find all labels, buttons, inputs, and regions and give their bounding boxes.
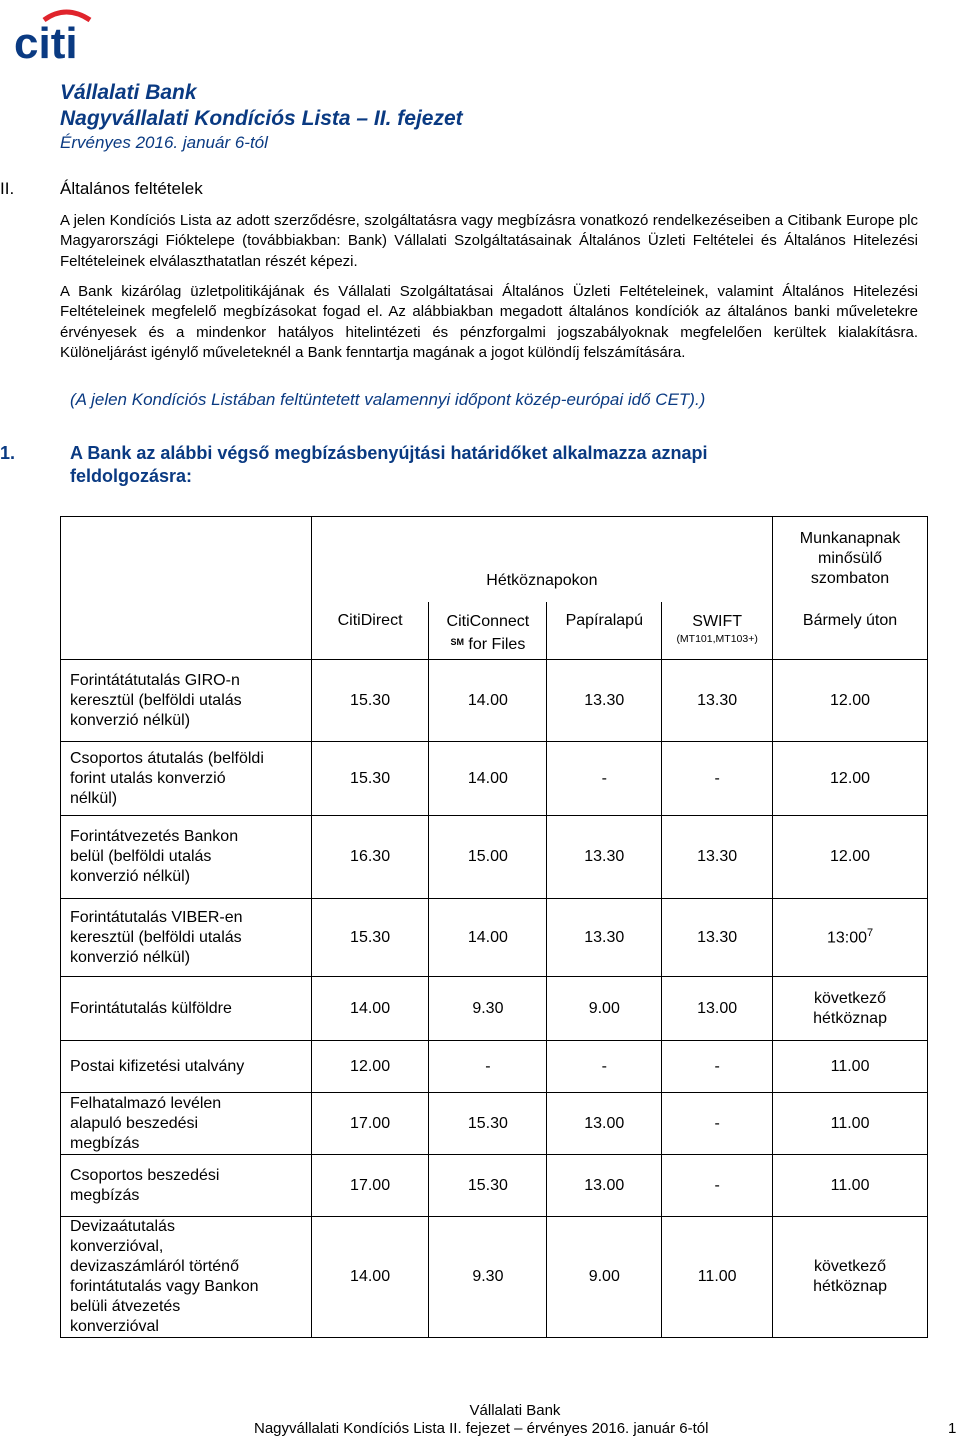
row-value-text: 11.00 bbox=[830, 1057, 870, 1075]
row-value bbox=[429, 1217, 547, 1338]
row-value-text: 13.30 bbox=[697, 928, 738, 946]
row-value-text: 13.00 bbox=[584, 1176, 625, 1194]
section-title: Általános feltételek bbox=[60, 179, 203, 198]
row-value bbox=[662, 1093, 773, 1155]
row-value bbox=[429, 977, 547, 1041]
col-citidirect bbox=[311, 602, 429, 660]
row-value-text: 13.00 bbox=[584, 1114, 625, 1132]
row-label: Forintátvezetés Bankon belül (belföldi utalás konverzió nélkül) bbox=[61, 816, 312, 899]
row-value-text: - bbox=[485, 1057, 491, 1075]
row-value-text: 13.30 bbox=[584, 848, 625, 865]
row-value-text: 14.00 bbox=[467, 691, 508, 709]
row-value bbox=[773, 660, 928, 742]
col-citidirect-label: CitiDirect bbox=[337, 611, 403, 629]
row-value bbox=[311, 1093, 429, 1155]
row-value bbox=[547, 977, 662, 1041]
col-swift bbox=[662, 602, 773, 660]
col-paper-label: Papíralapú bbox=[565, 611, 643, 629]
row-value-text: következő hétköznap bbox=[813, 1258, 887, 1295]
row-value-text: 15.30 bbox=[350, 691, 391, 709]
item-heading: A Bank az alábbi végső megbízásbenyújtási határidőket alkalmazza aznapi feldolgozásra: bbox=[70, 443, 708, 486]
row-value-text: 17.00 bbox=[350, 1114, 391, 1132]
row-value bbox=[547, 899, 662, 977]
row-value-text: 15.30 bbox=[467, 1114, 508, 1132]
table-row bbox=[61, 742, 928, 816]
row-value-text: 15.30 bbox=[350, 928, 391, 946]
section-number: II. bbox=[0, 179, 15, 198]
col-swift-sub: (MT101,MT103+) bbox=[676, 632, 758, 645]
row-value bbox=[311, 1041, 429, 1093]
row-value-text: 9.00 bbox=[588, 999, 620, 1017]
row-value-text: 9.30 bbox=[472, 1268, 504, 1285]
table-row bbox=[61, 1217, 928, 1338]
row-value-text: 13.30 bbox=[584, 691, 625, 709]
empty-label-header bbox=[61, 602, 312, 660]
col-citiconnect bbox=[429, 602, 547, 660]
row-value-text: 17.00 bbox=[350, 1176, 391, 1194]
col-citiconnect-label: CitiConnect bbox=[446, 612, 530, 630]
row-value bbox=[773, 1155, 928, 1217]
row-value bbox=[429, 1041, 547, 1093]
row-value bbox=[773, 1041, 928, 1093]
row-label: Forintátátutalás GIRO-n keresztül (belföldi utalás konverzió nélkül) bbox=[61, 660, 312, 742]
row-value-text: 15.30 bbox=[467, 1176, 508, 1194]
row-value bbox=[662, 1217, 773, 1338]
row-value bbox=[311, 977, 429, 1041]
citi-logo bbox=[14, 6, 94, 62]
row-value bbox=[662, 816, 773, 899]
row-value-text: - bbox=[714, 1114, 720, 1132]
table-row bbox=[61, 660, 928, 742]
row-value bbox=[662, 1041, 773, 1093]
row-value-text: 12.00 bbox=[350, 1057, 391, 1075]
row-value bbox=[547, 742, 662, 816]
row-value bbox=[547, 1041, 662, 1093]
table-row bbox=[61, 1155, 928, 1217]
row-value-text: 15.30 bbox=[350, 769, 391, 787]
col-citiconnect-sub: for Files bbox=[468, 635, 526, 653]
table-row bbox=[61, 816, 928, 899]
col-swift-label: SWIFT bbox=[692, 612, 743, 630]
row-value bbox=[547, 816, 662, 899]
row-value-text: 13.30 bbox=[584, 928, 625, 946]
col-any-label: Bármely úton bbox=[802, 611, 898, 629]
row-label: Csoportos beszedési megbízás bbox=[61, 1155, 312, 1217]
row-value bbox=[311, 742, 429, 816]
validity-date: Érvényes 2016. január 6-tól bbox=[60, 133, 268, 152]
row-value-text: 9.30 bbox=[472, 999, 504, 1017]
row-value bbox=[311, 816, 429, 899]
row-value bbox=[662, 1155, 773, 1217]
row-value bbox=[662, 977, 773, 1041]
row-label: Felhatalmazó levélen alapuló beszedési megbízás bbox=[61, 1093, 312, 1155]
row-label: Forintátutalás VIBER-en keresztül (belföldi utalás konverzió nélkül) bbox=[61, 899, 312, 977]
row-value-text: 12.00 bbox=[830, 769, 871, 787]
row-value-text: 13:00 bbox=[826, 929, 867, 947]
row-value bbox=[429, 816, 547, 899]
logo-wordmark: citi bbox=[14, 19, 78, 62]
row-value bbox=[547, 1093, 662, 1155]
row-value-text: 14.00 bbox=[350, 999, 391, 1017]
row-value bbox=[773, 899, 928, 977]
page-number: 1 bbox=[948, 1420, 957, 1437]
row-label: Devizaátutalás konverzióval, devizaszámláról történő forintátutalás vagy Bankon belüli átvezetés konverzióval bbox=[61, 1217, 312, 1338]
row-value bbox=[429, 1093, 547, 1155]
row-value bbox=[662, 742, 773, 816]
row-value bbox=[311, 1217, 429, 1338]
group-saturday: Munkanapnak minősülő szombaton bbox=[773, 517, 928, 602]
row-value bbox=[662, 660, 773, 742]
row-value-text: - bbox=[714, 1176, 720, 1194]
row-value bbox=[547, 1217, 662, 1338]
row-value-text: 12.00 bbox=[830, 848, 871, 865]
row-value-text: - bbox=[714, 1057, 720, 1075]
table-group-header-row bbox=[61, 517, 928, 602]
row-value bbox=[773, 742, 928, 816]
row-value-text: következő hétköznap bbox=[813, 989, 887, 1027]
paragraph-2: A Bank kizárólag üzletpolitikájának és Vállalati Szolgáltatásai Általános Üzleti Feltételeinek, valamint Általános Hitelezési Feltételeinek megfelelő megbízásokat fogad el. Az alábbiakban megadott általános kondíciók az általános banki műveletekre érvényesek és a mindenkor hatályos hitelintézeti és pénzforgalmi jogszabályoknak megfelelően kerültek kialakításra. Különeljárást igénylő műveleteknél a Bank fenntartja magának a jogot különdíj felszámítására. bbox=[60, 283, 918, 361]
row-value bbox=[773, 1093, 928, 1155]
paragraph-1: A jelen Kondíciós Lista az adott szerződésre, szolgáltatásra vagy megbízásra vonatkozó rendelkezéseiben a Citibank Europe plc Magyarországi Fióktelepe (továbbiakban: Bank) Vállalati Szolgáltatásainak Általános Üzleti Feltételei és Általános Hitelezési Feltételeinek elválaszthatatlan részét képezi. bbox=[60, 212, 918, 270]
col-paper bbox=[547, 602, 662, 660]
row-label: Csoportos átutalás (belföldi forint utalás konverzió nélkül) bbox=[61, 742, 312, 816]
row-value bbox=[547, 660, 662, 742]
row-value bbox=[429, 899, 547, 977]
table-row bbox=[61, 977, 928, 1041]
row-value-text: 15.00 bbox=[467, 848, 508, 865]
row-value bbox=[429, 742, 547, 816]
footnote-marker: 7 bbox=[867, 927, 874, 940]
row-value-text: 12.00 bbox=[830, 691, 871, 709]
row-value-text: - bbox=[601, 1057, 607, 1075]
row-value bbox=[773, 1217, 928, 1338]
footer-bank: Vállalati Bank bbox=[469, 1402, 561, 1419]
group-weekdays: Hétköznapokon bbox=[311, 517, 772, 602]
table-row bbox=[61, 899, 928, 977]
row-value bbox=[773, 816, 928, 899]
row-value-text: - bbox=[714, 769, 720, 787]
row-value bbox=[773, 977, 928, 1041]
row-value-text: 14.00 bbox=[467, 769, 508, 787]
col-any bbox=[773, 602, 928, 660]
row-value-text: 13.30 bbox=[697, 848, 738, 865]
row-value-text: 14.00 bbox=[350, 1268, 391, 1285]
table-row bbox=[61, 1093, 928, 1155]
row-value-text: 13.30 bbox=[697, 691, 738, 709]
table-row bbox=[61, 1041, 928, 1093]
row-value-text: 11.00 bbox=[697, 1268, 737, 1285]
row-value bbox=[547, 1155, 662, 1217]
row-value bbox=[311, 1155, 429, 1217]
row-value-text: 14.00 bbox=[467, 928, 508, 946]
row-label: Postai kifizetési utalvány bbox=[61, 1041, 312, 1093]
table-column-header-row bbox=[61, 602, 928, 660]
item-number: 1. bbox=[0, 443, 16, 463]
row-value bbox=[429, 1155, 547, 1217]
row-value-text: 11.00 bbox=[830, 1114, 870, 1132]
footer-list: Nagyvállalati Kondíciós Lista II. fejezet – érvényes 2016. január 6-tól bbox=[254, 1420, 709, 1437]
document-title-bank: Vállalati Bank bbox=[60, 81, 197, 104]
empty-corner-cell bbox=[61, 517, 312, 602]
row-value bbox=[662, 899, 773, 977]
row-value-text: 9.00 bbox=[588, 1268, 620, 1285]
time-zone-note: (A jelen Kondíciós Listában feltüntetett valamennyi időpont közép-európai idő CET).) bbox=[70, 390, 706, 409]
document-title-list: Nagyvállalati Kondíciós Lista – II. fejezet bbox=[60, 107, 463, 130]
row-value-text: 13.00 bbox=[697, 999, 738, 1017]
row-value bbox=[311, 899, 429, 977]
row-value-text: 11.00 bbox=[830, 1176, 870, 1194]
row-label: Forintátutalás külföldre bbox=[61, 977, 312, 1041]
deadline-table bbox=[60, 516, 928, 1338]
row-value bbox=[311, 660, 429, 742]
row-value-text: - bbox=[601, 769, 607, 787]
row-value-text: 16.30 bbox=[350, 848, 391, 865]
service-mark: SM bbox=[450, 636, 464, 647]
row-value bbox=[429, 660, 547, 742]
